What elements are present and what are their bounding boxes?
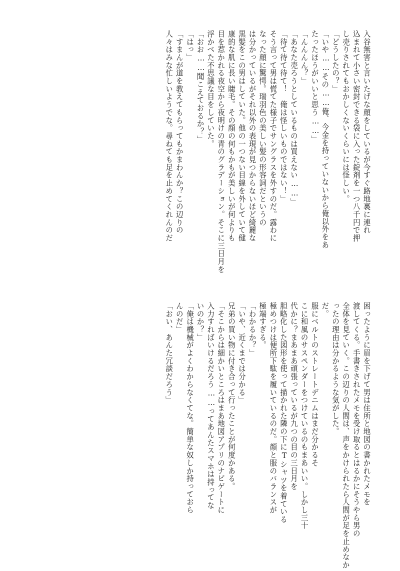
text-line: 目を惹かれる夜空から夜明けの青のグラデーション。そこに三日月を — [217, 30, 227, 274]
text-line: 入谷無害と言いたげな顔をしているが今すぐ路地裏に連れ — [363, 30, 372, 235]
text-line: 極めつけは便所下駄を履いているのだ。顔と服のバランスが — [269, 302, 279, 514]
text-line: 「あなた売ろうとしているものは買えない……」 — [290, 30, 300, 207]
text-line: 「おい、あんた冗談だろう」 — [165, 302, 175, 405]
text-line: 「おお……聞こえておるか？」 — [196, 30, 206, 144]
text-line: 「すまんが道を教えてもらってもかまわんか？この辺りの — [175, 30, 185, 235]
text-line: 「いや、近くまでは分かる」 — [238, 302, 248, 405]
text-line: 「はっ」 — [186, 30, 196, 62]
text-line: 「そこからは細かいところはまあ地図アプリのナビゲートに — [217, 302, 227, 514]
text-line: 「わかるか？」 — [248, 302, 258, 357]
text-line: 代かに？まあまあ頑張っているが九つの目の三日月を — [290, 302, 300, 491]
text-line: 「待て待て待て！ 俺は怪しいものではない！」 — [279, 30, 289, 203]
text-line: 「俺は機械がよくわからなくてな。簡単な奴しか持っておら — [186, 302, 196, 514]
text-line: 服にベルトのストレートデニムはまだ分かるそ — [310, 302, 320, 467]
text-line: こに和風のサスペンダーをつけているのもまあいい。しかし三十 — [300, 302, 310, 530]
text-line: 「いや……その……俺、今金を持っていないから俺以外をあ — [321, 30, 331, 249]
text-line: なった顔に驚愕。瑞羽色の美しい髪の形容詞だというの — [258, 30, 268, 227]
text-line: し売りされてもおかしくないくらいには怪しい。 — [342, 30, 352, 203]
text-line: んのだ」 — [175, 302, 185, 334]
text-line: は分かっているがそれ以外の表現が見つからないほど綺麗な — [248, 30, 258, 242]
text-line: そう言って男は慌てた様子でサングラスを外すのだ。露わに — [269, 30, 279, 242]
text-line: 兄弟の買い物に付き合って行ったことが何度かある。 — [227, 302, 237, 491]
text-line: 極端すぎる。 — [258, 302, 268, 350]
text-line: たったほうがいいと思う……」 — [310, 30, 320, 144]
text-line: ったの理由は分かるような気がした。 — [331, 302, 341, 436]
text-line: 込まれて小さい密封できる袋に入った錠剤を一つ八千円で押 — [352, 30, 362, 242]
text-block-bottom — [164, 302, 372, 569]
text-line: 「んんんん？」 — [300, 30, 310, 85]
text-line: だ。 — [321, 302, 331, 318]
text-line: 困ったように眉を下げて男は住所と地図の書かれたメモを — [363, 302, 372, 507]
text-block-top — [164, 30, 372, 274]
text-line: 全体を見ていく。この辺りの人間は、声をかけられたら人間が足を止めなか — [342, 302, 352, 569]
text-line: 康的な肌に長い睫毛。その顔の何もかもが美しいが何よりも — [227, 30, 237, 242]
text-line: 「どうしたの？」 — [331, 30, 341, 93]
text-line: 人々はみな忙しいようでな。尋ねても足を止めてくれんのだ — [165, 30, 175, 242]
text-line: 黒髪をこの男はしていた。他の一つない目線を外していて健 — [238, 30, 248, 242]
text-line: 渡してくる。手書きされたメモを受け取るとはるかにそうやら男の — [352, 302, 362, 538]
text-line: 胆略化した図形を使って描かれた隣の下にTシャツを着ている — [279, 302, 289, 524]
text-line: 浮かべた不思議な目をしていた。 — [206, 30, 216, 148]
text-line: いのか？」 — [196, 302, 206, 342]
text-line: 入力すればいけるだろう……ってあんたスマホは持ってな — [206, 302, 216, 510]
